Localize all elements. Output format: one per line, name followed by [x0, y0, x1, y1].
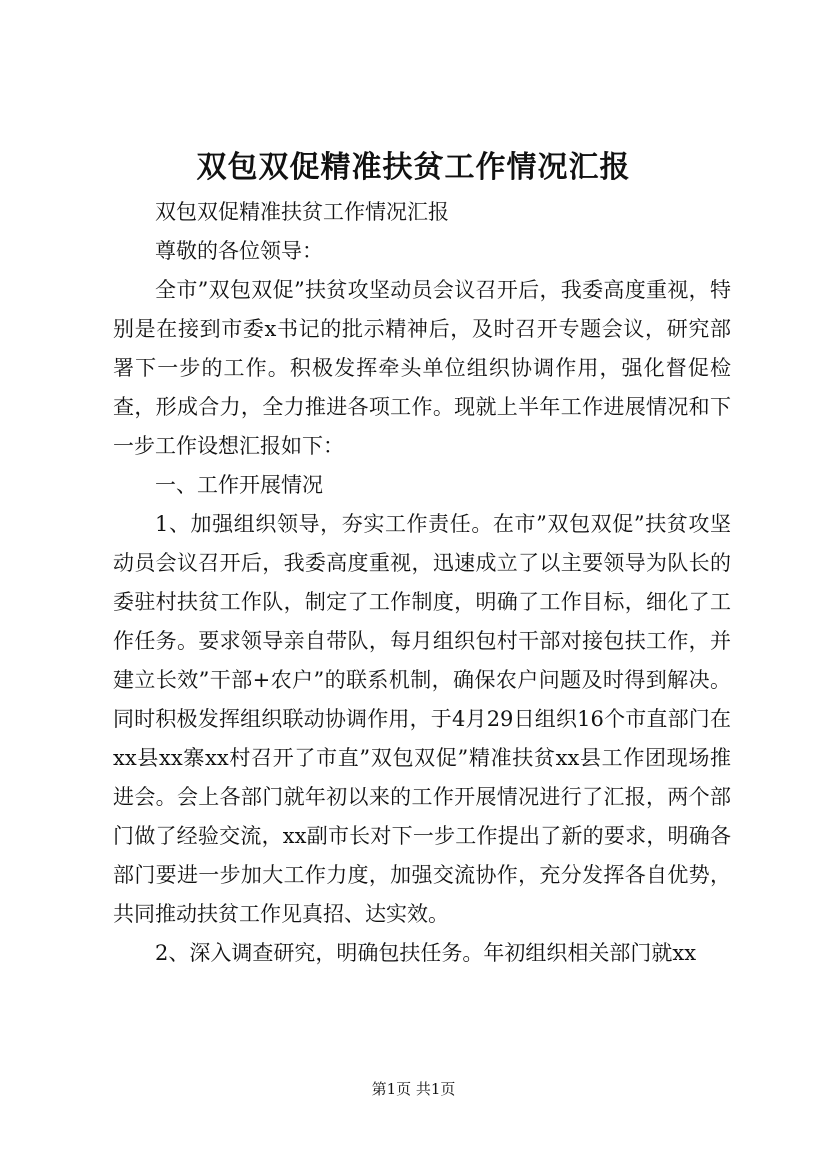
- page-footer: 第1页 共1页: [371, 1080, 456, 1098]
- intro-paragraph: 全市”双包双促”扶贫攻坚动员会议召开后，我委高度重视，特别是在接到市委x书记的批示精神后，及时召开专题会议，研究部署下一步的工作。积极发挥牵头单位组织协调作用，强化督促检查，形成合力，全力推进各项工作。现就上半年工作进展情况和下一步工作设想汇报如下：: [113, 278, 731, 458]
- item-1-paragraph: 1、加强组织领导，夯实工作责任。在市”双包双促”扶贫攻坚动员会议召开后，我委高度重视，迅速成立了以主要领导为队长的委驻村扶贫工作队，制定了工作制度，明确了工作目标，细化了工作任务。要求领导亲自带队，每月组织包村干部对接包扶工作，并建立长效”干部+农户”的联系机制，确保农户问题及时得到解决。同时积极发挥组织联动协调作用，于4月29日组织16个市直部门在xx县xx寨xx村召开了市直”双包双促”精准扶贫xx县工作团现场推进会。会上各部门就年初以来的工作开展情况进行了汇报，两个部门做了经验交流，xx副市长对下一步工作提出了新的要求，明确各部门要进一步加大工作力度，加强交流协作，充分发挥各自优势，共同推动扶贫工作见真招、达实效。: [113, 512, 731, 926]
- item-2-paragraph: 2、深入调查研究，明确包扶任务。年初组织相关部门就xx: [155, 941, 697, 965]
- document-body: [113, 193, 731, 973]
- salutation-paragraph: 尊敬的各位领导：: [155, 239, 323, 263]
- subtitle-paragraph: 双包双促精准扶贫工作情况汇报: [155, 200, 449, 224]
- document-title: 双包双促精准扶贫工作情况汇报: [196, 150, 631, 185]
- section-heading: 一、工作开展情况: [155, 473, 323, 497]
